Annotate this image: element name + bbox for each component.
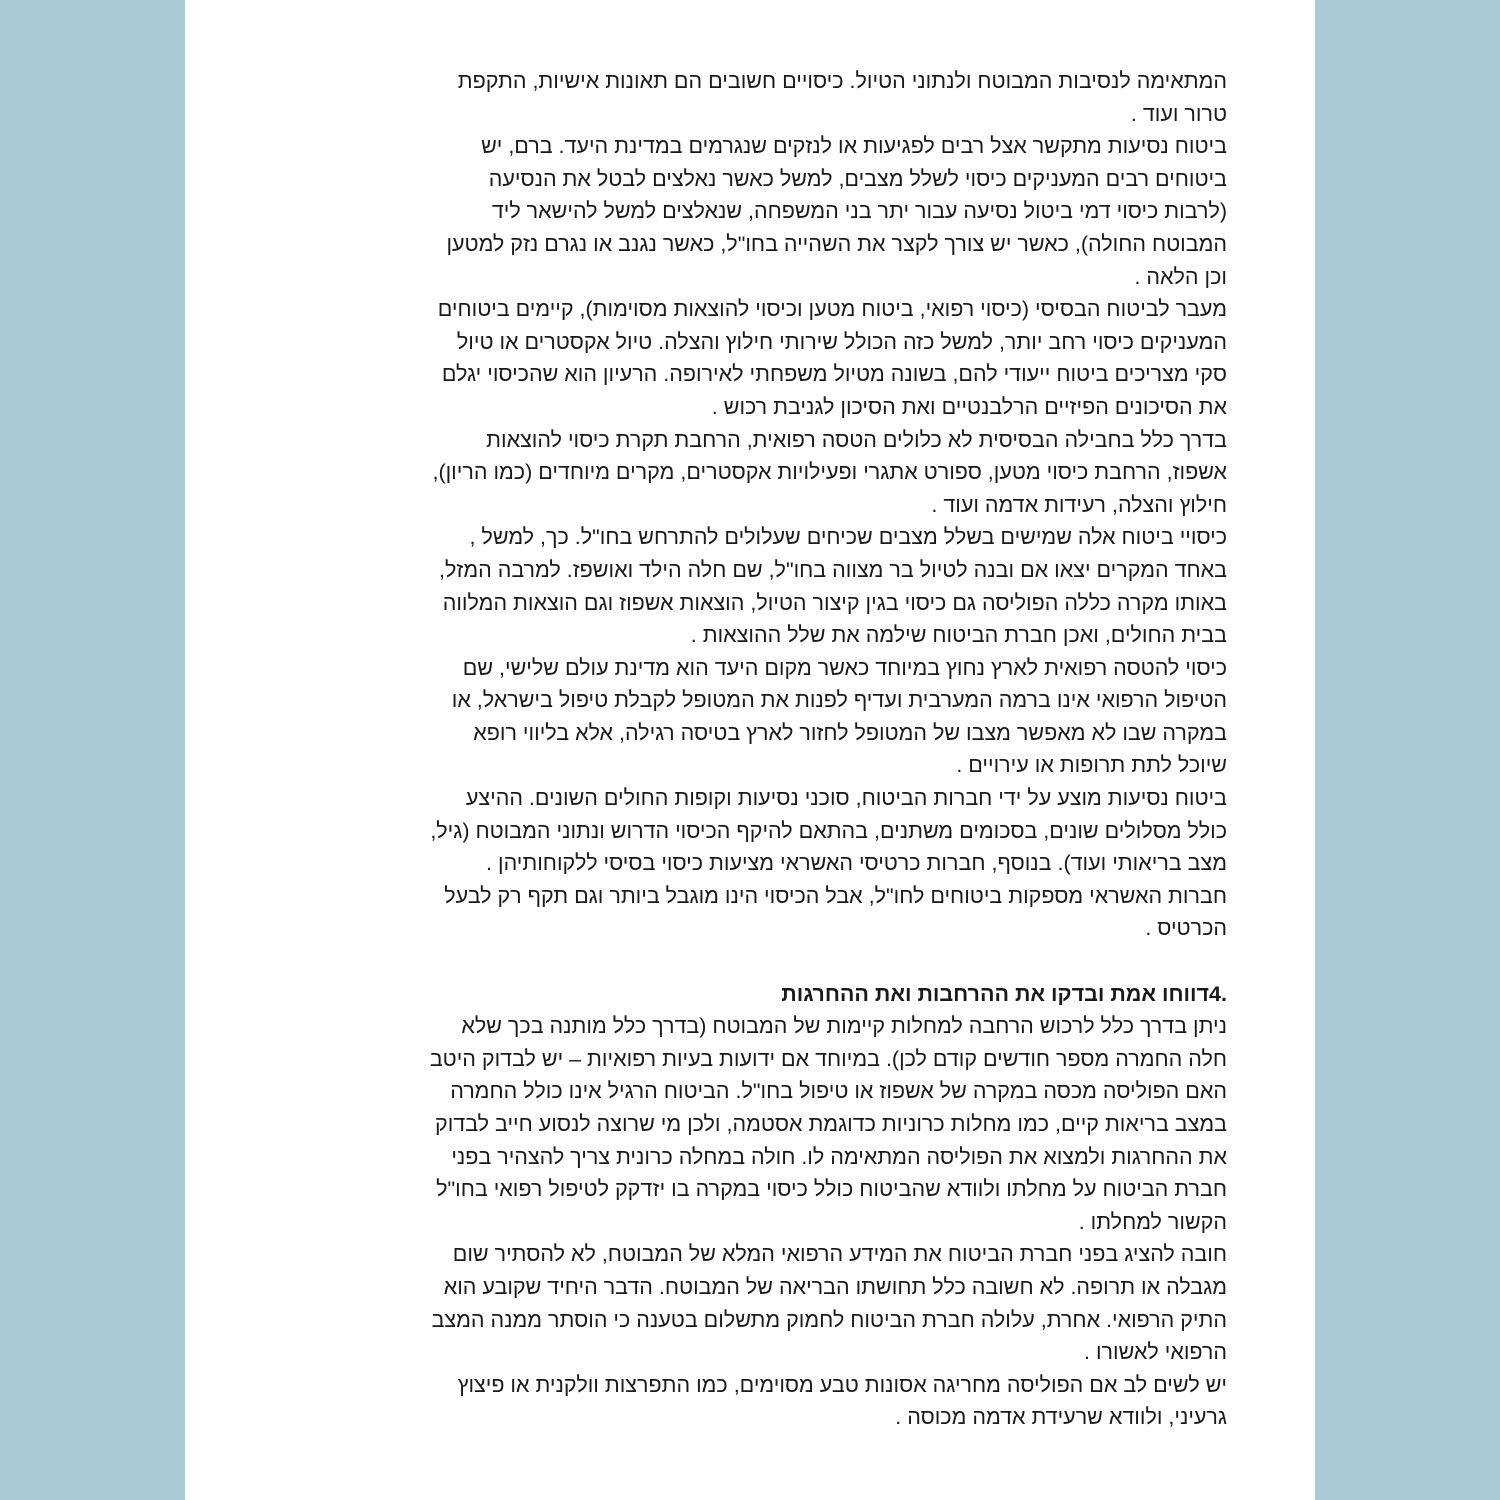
text-line: את הסיכונים הפיזיים הרלבנטיים ואת הסיכון לגניבת רכוש . xyxy=(711,394,1227,419)
text-line: באותו מקרה כללה הפוליסה גם כיסוי בגין קיצור הטיול, הוצאות אשפוז וגם הוצאות המלווה xyxy=(442,590,1227,615)
text-line: חילוץ והצלה, רעידות אדמה ועוד . xyxy=(931,492,1227,517)
text-line: את ההחרגות ולמצוא את הפוליסה המתאימה לו. חולה במחלה כרונית צריך להצהיר בפני xyxy=(451,1144,1227,1169)
text-line: כיסויי ביטוח אלה שמישים בשלל מצבים שכיחים שעלולים להתרחש בחו"ל. כך, למשל , xyxy=(469,525,1227,550)
section-heading: .4דווחו אמת ובדקו את ההרחבות ואת ההחרגות xyxy=(781,981,1227,1006)
text-line: הכרטיס . xyxy=(1145,916,1227,941)
text-line: ביטוח נסיעות מוצע על ידי חברות הביטוח, סוכני נסיעות וקופות החולים השונים. ההיצע xyxy=(465,786,1227,811)
text-line: טרור ועוד . xyxy=(1130,101,1227,126)
text-block-1 xyxy=(315,65,1227,945)
text-line: חובה להציג בפני חברת הביטוח את המידע הרפואי המלא של המבוטח, לא להסתיר שום xyxy=(452,1242,1227,1267)
text-line: התיק הרפואי. אחרת, עלולה חברת הביטוח לחמוק מתשלום בטענה כי הוסתר ממנה המצב xyxy=(431,1307,1227,1332)
text-line: מצב בריאותי ועוד). בנוסף, חברות כרטיסי האשראי מציעות כיסוי בסיסי ללקוחותיהן . xyxy=(486,851,1227,876)
text-line: ניתן בדרך כלל לרכוש הרחבה למחלות קיימות של המבוטח (בדרך כלל מותנה בכך שלא xyxy=(461,1014,1227,1039)
text-line: כיסוי להטסה רפואית לארץ נחוץ במיוחד כאשר מקום היעד הוא מדינת עולם שלישי, שם xyxy=(462,655,1227,680)
text-block-2 xyxy=(315,1010,1227,1434)
text-line: סקי מצריכים ביטוח ייעודי להם, בשונה מטיול משפחתי לאירופה. הרעיון הוא שהכיסוי יגלם xyxy=(441,362,1227,387)
text-line: חברת הביטוח על מחלתו ולוודא שהביטוח כולל כיסוי במקרה בו יזדקק לטיפול רפואי בחו"ל xyxy=(436,1177,1227,1202)
text-line: המבוטח החולה), כאשר יש צורך לקצר את השהייה בחו"ל, כאשר נגנב או נגרם נזק למטען xyxy=(446,231,1227,256)
text-line: וכן הלאה . xyxy=(1134,264,1227,289)
text-line: שיוכל לתת תרופות או עירויים . xyxy=(956,753,1227,778)
text-line: האם הפוליסה מכסה במקרה של אשפוז או טיפול בחו"ל. הביטוח הרגיל אינו כולל החמרה xyxy=(450,1079,1227,1104)
text-line: המעניקים כיסוי רחב יותר, למשל כזה הכולל שירותי חילוץ והצלה. טיול אקסטרים או טיול xyxy=(456,329,1227,354)
document-body xyxy=(315,65,1227,1434)
text-line: אשפוז, הרחבת כיסוי מטען, ספורט אתגרי ופעילויות אקסטרים, מקרים מיוחדים (כמו הריון), xyxy=(432,460,1227,485)
text-line: הטיפול הרפואי אינו ברמה המערבית ועדיף לפנות את המטופל לקבלת טיפול בישראל, או xyxy=(451,688,1227,713)
text-line: ביטוחים רבים המעניקים כיסוי לשלל מצבים, למשל כאשר נאלצים לבטל את הנסיעה xyxy=(488,166,1227,191)
text-line: חלה החמרה מספר חודשים קודם לכן). במיוחד אם ידועות בעיות רפואיות – יש לבדוק היטב xyxy=(429,1046,1227,1071)
text-line: בבית החולים, ואכן חברת הביטוח שילמה את שלל ההוצאות . xyxy=(690,623,1227,648)
text-line: במצב בריאות קיים, כמו מחלות כרוניות כדוגמת אסטמה, ולכן מי שרוצה לנסוע חייב לבדוק xyxy=(435,1112,1227,1136)
text-line: מגבלה או תרופה. לא חשובה כלל תחושתו הבריאה של המבוטח. הדבר היחיד שקובע הוא xyxy=(443,1274,1227,1299)
text-line: בדרך כלל בחבילה הבסיסית לא כלולים הטסה רפואית, הרחבת תקרת כיסוי להוצאות xyxy=(486,427,1227,452)
text-line: באחד המקרים יצאו אם ובנה לטיול בר מצווה בחו"ל, שם חלה הילד ואושפז. למרבה המזל, xyxy=(439,557,1227,582)
text-line: (לרבות כיסוי דמי ביטול נסיעה עבור יתר בני המשפחה, שנאלצים למשל להישאר ליד xyxy=(491,199,1227,224)
text-line: הקשור למחלתו . xyxy=(1078,1209,1227,1234)
text-line: גרעיני, ולוודא שרעידת אדמה מכוסה . xyxy=(895,1405,1227,1430)
paragraph-gap xyxy=(315,945,1227,978)
text-line: הרפואי לאשורו . xyxy=(1084,1340,1227,1365)
document-page xyxy=(185,0,1315,1500)
text-line: כולל מסלולים שונים, בסכומים משתנים, בהתאם להיקף הכיסוי הדרוש ונתוני המבוטח (גיל, xyxy=(430,818,1227,843)
text-line: מעבר לביטוח הבסיסי (כיסוי רפואי, ביטוח מטען וכיסוי להוצאות מסוימות), קיימים ביטוחים xyxy=(437,297,1227,322)
text-line: במקרה שבו לא מאפשר מצבו של המטופל לחזור לארץ בטיסה רגילה, אלא בליווי רופא xyxy=(473,720,1227,745)
text-line: ביטוח נסיעות מתקשר אצל רבים לפגיעות או לנזקים שנגרמים במדינת היעד. ברם, יש xyxy=(481,134,1227,159)
text-line: המתאימה לנסיבות המבוטח ולנתוני הטיול. כיסויים חשובים הם תאונות אישיות, התקפת xyxy=(457,69,1227,93)
text-line: חברות האשראי מספקות ביטוחים לחו"ל, אבל הכיסוי הינו מוגבל ביותר וגם תקף רק לבעל xyxy=(444,883,1227,908)
text-line: יש לשים לב אם הפוליסה מחריגה אסונות טבע מסוימים, כמו התפרצות וולקנית או פיצוץ xyxy=(457,1372,1227,1397)
